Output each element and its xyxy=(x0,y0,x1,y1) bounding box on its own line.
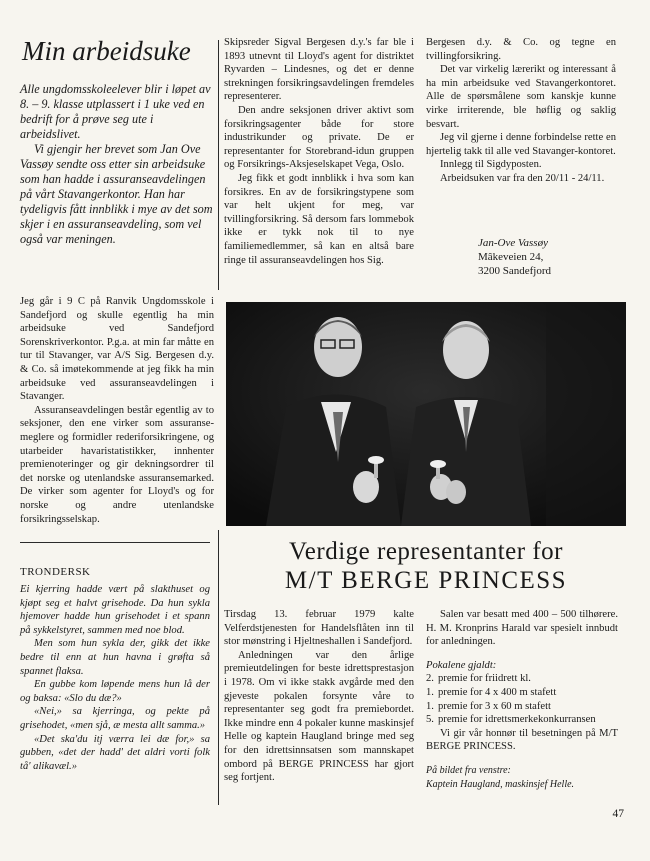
prize-text: premie for idrettsmerkekonkurransen xyxy=(438,714,596,726)
column-divider xyxy=(218,40,219,290)
body-paragraph: Men som hun sykla der, gikk det ikke bedre til enn at hun havna i grøfta så spannet flaksa. xyxy=(20,638,210,677)
body-paragraph: Skipsreder Sigval Bergesen d.y.'s far ble i 1893 utnevnt til Lloyd's agent for distriktet Ryvarden – Lindesnes, og det er denne strekningen forsikringsavdelingen fremdeles representerer. xyxy=(224,37,414,103)
signature-name: Jan-Ove Vassøy xyxy=(478,237,548,249)
article2-title: TRONDERSK xyxy=(20,566,91,578)
column-divider xyxy=(218,530,219,805)
photo-image xyxy=(226,302,626,526)
prize-item xyxy=(426,713,618,727)
body-paragraph: Jeg fikk et godt innblikk i hva som kan forsikres. En av de forsikringstypene som var helt ukjent for meg, var tvillingforsikring. Så dersom fars lommebok ikke er tykk nok til to nye familiemedlemmer, så kan en altså bare ringe til assuranseavdelingen hos Sig. xyxy=(224,172,414,266)
body-paragraph: Det var virkelig lærerikt og interessant å ha min arbeidsuke ved Stavangerkontoret. Alle de spørsmålene som kanskje kunne virke irriterende, ble høflig og saklig besvart. xyxy=(426,64,616,130)
body-paragraph: Assuranseavdelingen består egentlig av to seksjoner, den ene virker som assuransemeglere og formidler rederiforsikringene, og utarbeider havaristatistikker, innhenter premienoteringer og gir dekningsordrer til det norske og utenlandske assuransemarked. De virker som agenter for Lloyd's og for norske og andre utenlandske forsikringsselskap. xyxy=(20,404,214,525)
signature-city: 3200 Sandefjord xyxy=(478,265,552,277)
section-divider xyxy=(20,542,210,543)
outro-paragraph: Vi gir vår honnør til besetningen på M/T BERGE PRINCESS. xyxy=(426,727,618,753)
intro-paragraph: Alle ungdomsskoleelever blir i løpet av 8. – 9. klasse utplassert i 1 uke ved en bedrift for å prøve seg ute i arbeidslivet. xyxy=(20,82,211,141)
article-intro xyxy=(20,82,214,247)
article3-column-1 xyxy=(224,608,414,785)
article-column-3 xyxy=(426,36,616,186)
article-title: Min arbeidsuke xyxy=(22,36,191,66)
prize-item xyxy=(426,686,618,700)
prize-number: 1. xyxy=(426,700,434,712)
prize-text: premie for 3 x 60 m stafett xyxy=(438,700,551,712)
body-paragraph: «Nei,» sa kjerringa, og pekte på grisehodet, «men sjå, æ mesta allt samma.» xyxy=(20,706,210,731)
prize-number: 2. xyxy=(426,673,434,685)
photo-caption-2: Kaptein Haugland, maskinsjef Helle. xyxy=(426,778,575,790)
prize-text: premie for friidrett kl. xyxy=(438,673,531,685)
body-paragraph: «Det ska'du itj værra lei dæ for,» sa gubben, «det der hadd' det aldri vorti folk tå' alikavæl.» xyxy=(20,733,210,772)
headline xyxy=(222,538,630,596)
body-paragraph: Jeg vil gjerne i denne forbindelse rette en hjertelig takk til alle ved Stavanger-kontoret. xyxy=(426,132,616,157)
body-paragraph: Den andre seksjonen driver aktivt som forsikringsagenter både for store industrikunder og private. De er representanter for Storebrand-idun gruppen og Forsikrings-Aksjeselskapet Vega, Oslo. xyxy=(224,104,414,171)
prize-number: 5. xyxy=(426,714,434,726)
prize-number: 1. xyxy=(426,686,434,698)
page-number: 47 xyxy=(612,808,624,820)
body-paragraph: En gubbe kom løpende mens hun lå der og baksa: «Slo du dæ?» xyxy=(20,679,210,704)
signature-street: Mâkeveien 24, xyxy=(478,251,544,263)
body-paragraph: Innlegg til Sigdyposten. xyxy=(440,159,542,171)
body-paragraph: Ei kjerring hadde vært på slakthuset og kjøpt seg et halvt grisehode. Da hun sykla hjemover hadde hun grisehodet i et spann på sykkelstyret, sammen med noe blod. xyxy=(20,584,210,636)
prizes-title: Pokalene gjaldt: xyxy=(426,659,497,671)
headline-line-2: M/T BERGE PRINCESS xyxy=(284,567,568,594)
intro-paragraph: Vi gjengir her brevet som Jan Ove Vassøy sendte oss etter sin arbeidsuke som han hadde i assuranseavdelingen på vårt Stavangerkontor. Han har tydeligvis fått innblikk i mye av det som skjer i en assuranseavdeling, som vel også var meningen. xyxy=(20,142,213,246)
photo-caption-1: På bildet fra venstre: xyxy=(426,764,511,776)
prize-item xyxy=(426,700,618,714)
article2-body xyxy=(20,583,210,773)
body-paragraph: Salen var besatt med 400 – 500 tilhørere. H. M. Kronprins Harald var spesielt innbudt for anledningen. xyxy=(426,609,618,648)
body-paragraph: Tirsdag 13. februar 1979 kalte Velferdstjenesten for Handelsflåten inn til stor mønstring i Hjeltneshallen i Sandefjord. xyxy=(224,609,414,648)
prizes-list xyxy=(426,672,618,726)
prize-item xyxy=(426,672,618,686)
prize-text: premie for 4 x 400 m stafett xyxy=(438,686,557,698)
signature xyxy=(478,236,618,278)
body-paragraph: Jeg går i 9 C på Ranvik Ungdomsskole i Sandefjord og skulle egentlig ha min arbeidsuke ved Sandefjord Sorenskriverkontor. P.g.a. at min far måtte en tur til Stavanger, var A/S Sig. Bergesen d.y. & Co. så imøtekommende at jeg fikk ha min arbeidsuke ved assuranseavdelingen i Stavanger. xyxy=(20,296,214,403)
photo xyxy=(226,302,626,526)
article-column-2 xyxy=(224,36,414,267)
article-column-1 xyxy=(20,295,214,526)
body-paragraph: Anledningen var den årlige premieutdelingen for beste idrettsprestasjon i 1978. Om vi ikke stakk avgårde med den gjeveste pokalen forsynte våre to representanter seg godt fra premiebordet. Ikke mindre enn 4 pokaler kunne maskinsjef Helle og kaptein Haugland bringe med seg for den idrettsinnsatsen som mannskapet ombord på BERGE PRINCESS har gjort seg fortjent. xyxy=(224,649,414,784)
article3-column-2 xyxy=(426,608,618,791)
body-paragraph: Arbeidsuken var fra den 20/11 - 24/11. xyxy=(440,172,605,184)
headline-line-1: Verdige representanter for xyxy=(289,538,563,565)
body-paragraph: Bergesen d.y. & Co. og tegne en tvillingforsikring. xyxy=(426,37,616,62)
